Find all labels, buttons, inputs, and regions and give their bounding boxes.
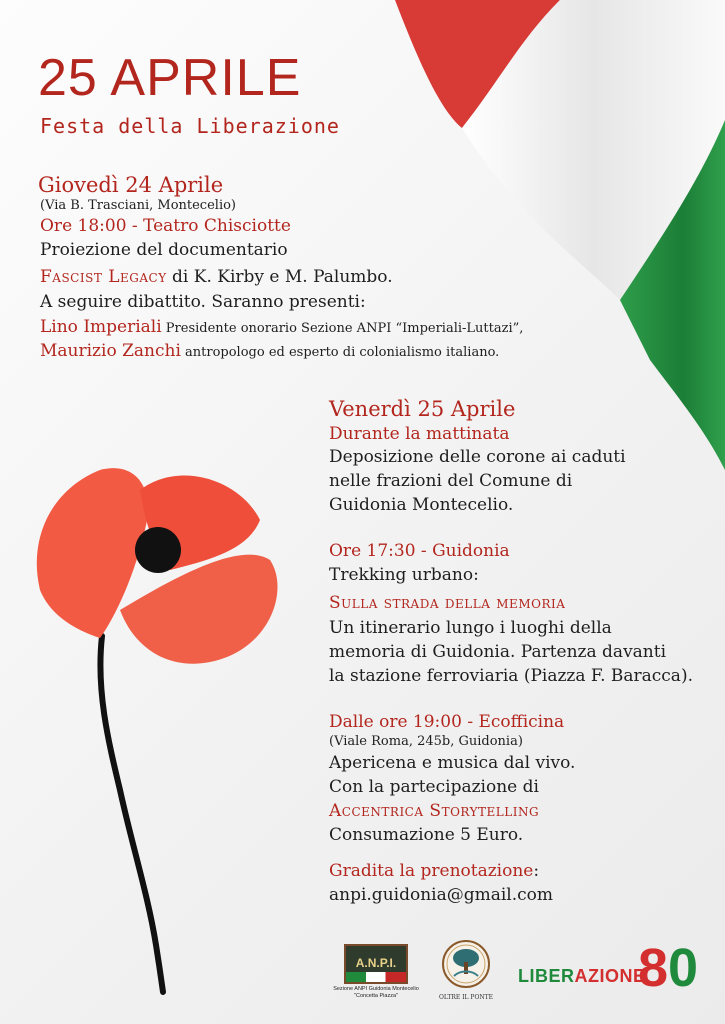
anpi-emblem-icon bbox=[344, 944, 408, 984]
anpi-label: A.N.P.I. bbox=[355, 956, 397, 970]
booking-label: Gradita la prenotazione bbox=[329, 861, 534, 881]
event3-guest: Accentrica Storytelling bbox=[329, 801, 540, 821]
anpi-caption-line2: "Concetta Piazza" bbox=[354, 993, 398, 999]
day1-speaker1 bbox=[40, 316, 523, 340]
anpi-caption-line1: Sezione ANPI Guidonia Montecelio bbox=[333, 986, 419, 992]
sponsor-logos bbox=[330, 936, 710, 1006]
day2-date: Venerdì 25 Aprile bbox=[329, 397, 516, 421]
tree-circle-icon bbox=[436, 938, 496, 992]
day1-line3: A seguire dibattito. Saranno presenti: bbox=[40, 292, 366, 312]
lib-word: LIBERAZIONE bbox=[518, 966, 646, 986]
film-title: Fascist Legacy bbox=[40, 267, 167, 287]
speaker1-desc: Presidente onorario Sezione ANPI “Imperiali-Luttazi”, bbox=[161, 321, 524, 336]
page-title: 25 APRILE bbox=[38, 49, 302, 107]
day1-film-line bbox=[40, 266, 393, 288]
liberazione-80-logo bbox=[514, 938, 704, 1002]
speaker1-name: Lino Imperiali bbox=[40, 317, 162, 337]
event3-line3: Consumazione 5 Euro. bbox=[329, 825, 524, 845]
booking-email: anpi.guidonia@gmail.com bbox=[329, 885, 554, 905]
lib-number: 80 bbox=[638, 938, 699, 998]
event3-line1: Apericena e musica dal vivo. bbox=[329, 753, 576, 773]
event2-line: memoria di Guidonia. Partenza davanti bbox=[329, 642, 667, 662]
page-subtitle: Festa della Liberazione bbox=[40, 114, 340, 138]
day1-speaker2 bbox=[40, 340, 499, 364]
speaker2-name: Maurizio Zanchi bbox=[40, 341, 181, 361]
event2-time: Ore 17:30 - Guidonia bbox=[329, 541, 510, 561]
event3-time: Dalle ore 19:00 - Ecofficina bbox=[329, 712, 565, 732]
day1-line1: Proiezione del documentario bbox=[40, 240, 288, 260]
day1-address: (Via B. Trasciani, Montecelio) bbox=[40, 198, 236, 213]
event2-line1: Trekking urbano: bbox=[329, 565, 479, 585]
event1-line: nelle frazioni del Comune di bbox=[329, 471, 573, 491]
speaker2-desc: antropologo ed esperto di colonialismo italiano. bbox=[180, 345, 500, 360]
anpi-logo bbox=[333, 944, 419, 1006]
event1-line: Deposizione delle corone ai caduti bbox=[329, 447, 626, 467]
event3-address: (Viale Roma, 245b, Guidonia) bbox=[329, 734, 523, 749]
event2-title: Sulla strada della memoria bbox=[329, 593, 566, 613]
anpi-stripes bbox=[346, 972, 406, 982]
film-authors: di K. Kirby e M. Palumbo. bbox=[166, 267, 393, 287]
oltre-il-ponte-logo bbox=[436, 938, 496, 1006]
day1-date: Giovedì 24 Aprile bbox=[38, 173, 224, 197]
booking-colon: : bbox=[533, 861, 540, 881]
booking-label-line bbox=[329, 860, 539, 882]
event2-line: la stazione ferroviaria (Piazza F. Baracca). bbox=[329, 666, 693, 686]
anpi-caption bbox=[332, 986, 420, 1000]
event1-line: Guidonia Montecelio. bbox=[329, 495, 514, 515]
poppy-flower-graphic bbox=[20, 440, 300, 1000]
event3-line2: Con la partecipazione di bbox=[329, 777, 539, 797]
event1-time: Durante la mattinata bbox=[329, 424, 510, 444]
day1-time-place: Ore 18:00 - Teatro Chisciotte bbox=[40, 216, 291, 236]
ponte-caption: OLTRE IL PONTE bbox=[438, 994, 494, 1001]
event2-line: Un itinerario lungo i luoghi della bbox=[329, 618, 612, 638]
